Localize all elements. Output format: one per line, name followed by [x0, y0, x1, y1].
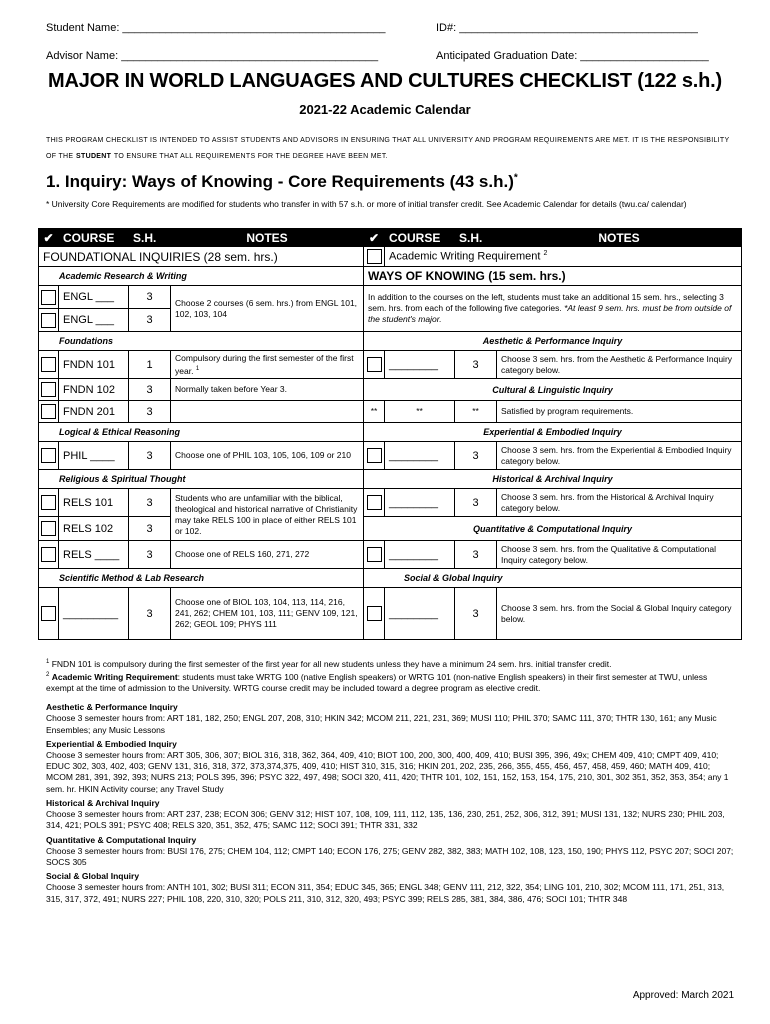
- quantitative-note: Choose 3 sem. hrs. from the Qualitative & Computational Inquiry category below.: [497, 541, 742, 569]
- checkbox[interactable]: [41, 357, 56, 372]
- checkbox[interactable]: [41, 290, 56, 305]
- foundational-heading: FOUNDATIONAL INQUIRIES (28 sem. hrs.): [39, 247, 364, 267]
- course-engl-1: ENGL ___: [59, 286, 129, 309]
- course-experiential: ________: [385, 442, 455, 470]
- course-phil: PHIL ____: [59, 442, 129, 470]
- quantitative-heading: Quantitative & Computational Inquiry: [364, 517, 742, 541]
- page-subtitle: 2021-22 Academic Calendar: [299, 102, 471, 117]
- intro-part1: THIS PROGRAM CHECKLIST IS INTENDED TO ASSIST STUDENTS AND ADVISORS IN ENSURING THAT ALL UNIVERSITY AND PROGRAM REQUIREMENTS ARE MET. IT IS THE RESPONSIBILITY OF THE: [46, 137, 730, 160]
- logical-heading: Logical & Ethical Reasoning: [39, 423, 364, 442]
- engl-note: Choose 2 courses (6 sem. hrs.) from ENGL 101, 102, 103, 104: [171, 286, 364, 332]
- intro-student: STUDENT: [76, 153, 112, 160]
- course-rels-102: RELS 102: [59, 517, 129, 541]
- footnote-1-sup: 1: [46, 659, 50, 665]
- advisor-name-field: Advisor Name: __________________________________________: [46, 50, 379, 62]
- course-fndn-102: FNDN 102: [59, 379, 129, 401]
- sh-aesthetic: 3: [455, 351, 497, 379]
- course-rels-other: RELS ____: [59, 541, 129, 569]
- science-note: Choose one of BIOL 103, 104, 113, 114, 216, 241, 262; CHEM 101, 103, 111; GENV 109, 121, 262; GEOL 109; PHYS 111: [171, 588, 364, 640]
- experiential-heading: Experiential & Embodied Inquiry: [364, 423, 742, 442]
- category-title: Experiential & Embodied Inquiry: [46, 738, 177, 749]
- course-aesthetic: ________: [385, 351, 455, 379]
- checklist-table: [38, 228, 742, 640]
- footnote-1-text: FNDN 101 is compulsory during the first semester of the first year for all new students unless they have a minimum 24 sem. hrs. initial transfer credit.: [51, 658, 612, 669]
- course-quantitative: ________: [385, 541, 455, 569]
- sh-science: 3: [129, 588, 171, 640]
- checkbox[interactable]: [367, 448, 382, 463]
- awr-label: Academic Writing Requirement: [389, 250, 541, 263]
- approved-date: Approved: March 2021: [632, 990, 734, 1001]
- check-header: ✔: [364, 229, 385, 247]
- fndn-102-note: Normally taken before Year 3.: [171, 379, 364, 401]
- cultural-note: Satisfied by program requirements.: [497, 401, 742, 423]
- foundations-heading: Foundations: [39, 332, 364, 351]
- ways-of-knowing-heading: WAYS OF KNOWING (15 sem. hrs.): [364, 267, 742, 286]
- category-text: Choose 3 semester hours from: ART 305, 306, 307; BIOL 316, 318, 362, 364, 409, 410; BIOT 100, 200, 300, 400, 409, 410; BUSI 395, 396, 49x; CHEM 409, 410; CMPT 409, 410; EDUC 302, 303, 402, 403; GENV 131, 316, 318, 372, 373,374,375, 409, 410; HIST 310, 315, 316; HKIN 201, 202, 235, 266, 355, 455, 456, 457, 458, 459, 460; MATH 409, 410; MCOM 281, 391, 392, 393; NURS 213; POLS 395, 396; PSYC 322, 497, 498; SOCI 320, 411, 420; THTR 101, 102, 151, 152, 153, 154, 175, 210, 301, 302 351, 352, 353, 354; any 1 sem. hr. HKIN Activity course; any Travel Study: [46, 750, 729, 794]
- category-text: Choose 3 semester hours from: ART 237, 238; ECON 306; GENV 312; HIST 107, 108, 109, 111, 112, 135, 136, 230, 251, 252, 306, 312, 391; MUSI 131, 132; NURS 230; PHIL 203, 314, 421; POLS 391; PSYC 408; RELS 320, 351, 352, 475; SAMC 112; SOCI 391; THTR 331, 332: [46, 809, 725, 831]
- student-name-field: Student Name: ___________________________________________: [46, 22, 386, 34]
- cultural-sh: **: [455, 401, 497, 423]
- checkbox[interactable]: [367, 495, 382, 510]
- sh-quantitative: 3: [455, 541, 497, 569]
- footnote-2-text: : students must take WRTG 100 (native English speakers) or WRTG 101 (non-native English speakers) in their first semester at TWU, unless exempt at the time of admission to the University. WRTG course credit may be included toward a degree program as elective credit.: [46, 671, 708, 694]
- checkbox[interactable]: [41, 495, 56, 510]
- sh-rels-102: 3: [129, 517, 171, 541]
- sh-rels-101: 3: [129, 489, 171, 517]
- course-header: COURSE: [59, 229, 129, 247]
- wok-note-b: *At least 9 sem. hrs. must be from outside of the student's major.: [368, 303, 732, 324]
- aesthetic-heading: Aesthetic & Performance Inquiry: [364, 332, 742, 351]
- checkbox[interactable]: [41, 313, 56, 328]
- checkbox[interactable]: [41, 521, 56, 536]
- course-rels-101: RELS 101: [59, 489, 129, 517]
- section-footnote: * University Core Requirements are modified for students who transfer in with 57 s.h. or more of initial transfer credit. See Academic Calendar for details (twu.ca/ calendar): [46, 199, 687, 209]
- checkbox[interactable]: [41, 606, 56, 621]
- category-title: Historical & Archival Inquiry: [46, 797, 160, 808]
- rels-other-note: Choose one of RELS 160, 271, 272: [171, 541, 364, 569]
- course-fndn-201: FNDN 201: [59, 401, 129, 423]
- awr-sup: 2: [543, 250, 548, 258]
- checkbox[interactable]: [41, 382, 56, 397]
- course-historical: ________: [385, 489, 455, 517]
- footnote-2-sup: 2: [46, 672, 50, 679]
- graduation-date-field: Anticipated Graduation Date: _____________________: [436, 50, 709, 62]
- category-title: Social & Global Inquiry: [46, 871, 140, 882]
- footnote-2-bold: Academic Writing Requirement: [51, 671, 178, 682]
- footnote-1: [46, 657, 736, 670]
- sh-phil: 3: [129, 442, 171, 470]
- notes-header: NOTES: [171, 229, 364, 247]
- phil-note: Choose one of PHIL 103, 105, 106, 109 or 210: [171, 442, 364, 470]
- sh-social: 3: [455, 588, 497, 640]
- historical-heading: Historical & Archival Inquiry: [364, 470, 742, 489]
- course-social: ________: [385, 588, 455, 640]
- category-text: Choose 3 semester hours from: ART 181, 182, 250; ENGL 207, 208, 310; HKIN 342; MCOM 211, 221, 231, 369; MUSI 110; PHIL 370; SAMC 111, 370; THTR 130, 161; any Music Ensembles; any Music Lessons: [46, 713, 717, 735]
- footnote-2: [46, 670, 736, 694]
- fndn-101-note-text: Compulsory during the first semester of the first year.: [175, 352, 354, 376]
- academic-research-writing-heading: Academic Research & Writing: [39, 267, 364, 286]
- wok-note-a: In addition to the courses on the left, students must take an additional 15 sem. hrs., selecting 3 sem. hrs. from each of the following five categories.: [368, 292, 724, 313]
- checkbox[interactable]: [367, 606, 382, 621]
- check-header: ✔: [39, 229, 59, 247]
- fndn-101-sup: 1: [195, 365, 200, 372]
- sh-historical: 3: [455, 489, 497, 517]
- scientific-heading: Scientific Method & Lab Research: [39, 569, 364, 588]
- bottom-notes: [46, 657, 736, 905]
- section-heading-sup: *: [513, 172, 518, 184]
- sh-fndn-201: 3: [129, 401, 171, 423]
- sh-experiential: 3: [455, 442, 497, 470]
- sh-header: S.H.: [129, 229, 171, 247]
- sh-header: S.H.: [455, 229, 497, 247]
- cultural-check: **: [364, 401, 385, 423]
- social-note: Choose 3 sem. hrs. from the Social & Global Inquiry category below.: [497, 588, 742, 640]
- sh-engl-1: 3: [129, 286, 171, 309]
- category-text: Choose 3 semester hours from: ANTH 101, 302; BUSI 311; ECON 311, 354; EDUC 345, 365; ENGL 348; GENV 111, 212, 322, 354; LING 101, 210, 302; MCOM 111, 171, 251, 313, 315, 317, 372, 491; NURS 227; PHIL 108, 220, 310, 320; POLS 211, 310, 312, 320, 493; PSYC 399; RELS 285, 381, 384, 386, 476; SOCI 101; THTR 348: [46, 882, 725, 904]
- cultural-course: **: [385, 401, 455, 423]
- section-heading: [46, 172, 518, 192]
- course-engl-2: ENGL ___: [59, 309, 129, 332]
- sh-engl-2: 3: [129, 309, 171, 332]
- checkbox[interactable]: [367, 357, 382, 372]
- fndn-101-note: [171, 351, 364, 379]
- course-fndn-101: FNDN 101: [59, 351, 129, 379]
- sh-fndn-102: 3: [129, 379, 171, 401]
- fndn-201-note: [171, 401, 364, 423]
- category-text: Choose 3 semester hours from: BUSI 176, 275; CHEM 104, 112; CMPT 140; ECON 176, 275; GENV 282, 382, 383; MATH 102, 108, 123, 150, 190; PHYS 112, PSYC 207; SOCI 207; SOCS 305: [46, 845, 734, 867]
- rels-note: Students who are unfamiliar with the biblical, theological and historical narrative of Christianity may take RELS 100 in place of either RELS 101 or 102.: [171, 489, 364, 541]
- notes-header: NOTES: [497, 229, 742, 247]
- intro-text: [46, 132, 736, 164]
- checkbox[interactable]: [41, 547, 56, 562]
- historical-note: Choose 3 sem. hrs. from the Historical & Archival Inquiry category below.: [497, 489, 742, 517]
- table-header-row: [39, 229, 742, 247]
- experiential-note: Choose 3 sem. hrs. from the Experiential & Embodied Inquiry category below.: [497, 442, 742, 470]
- social-heading: Social & Global Inquiry: [364, 569, 742, 588]
- id-field: ID#: _______________________________________: [436, 22, 698, 34]
- religious-heading: Religious & Spiritual Thought: [39, 470, 364, 489]
- aesthetic-note: Choose 3 sem. hrs. from the Aesthetic & Performance Inquiry category below.: [497, 351, 742, 379]
- course-science: _________: [59, 588, 129, 640]
- sh-rels-other: 3: [129, 541, 171, 569]
- wok-note: [364, 286, 742, 332]
- page-title: MAJOR IN WORLD LANGUAGES AND CULTURES CHECKLIST (122 s.h.): [48, 70, 722, 92]
- cultural-heading: Cultural & Linguistic Inquiry: [364, 379, 742, 401]
- category-title: Quantitative & Computational Inquiry: [46, 834, 197, 845]
- section-heading-text: 1. Inquiry: Ways of Knowing - Core Requirements (43 s.h.): [46, 172, 514, 191]
- category-title: Aesthetic & Performance Inquiry: [46, 702, 178, 713]
- sh-fndn-101: 1: [129, 351, 171, 379]
- checkbox[interactable]: [367, 249, 382, 264]
- course-header: COURSE: [385, 229, 455, 247]
- checkbox[interactable]: [41, 404, 56, 419]
- academic-writing-requirement: [385, 247, 742, 267]
- checkbox[interactable]: [41, 448, 56, 463]
- checkbox[interactable]: [367, 547, 382, 562]
- intro-part2: TO ENSURE THAT ALL REQUIREMENTS FOR THE DEGREE HAVE BEEN MET.: [113, 153, 388, 160]
